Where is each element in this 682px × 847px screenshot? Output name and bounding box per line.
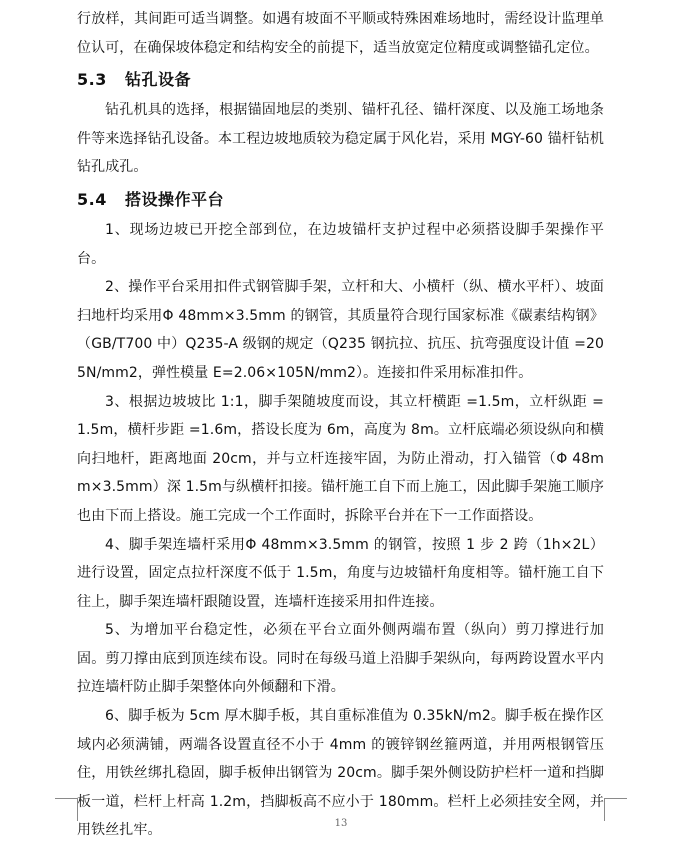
section-number: 5.3 — [77, 70, 107, 90]
section-heading-5-4 — [77, 182, 604, 216]
list-item: 6、脚手板为 5cm 厚木脚手板，其自重标准值为 0.35kN/m2。脚手板在操作区域内必须满铺，两端各设置直径不小于 4mm 的镀锌钢丝箍两道，并用两根钢管压住，用铁丝绑扎稳固，脚手板伸出钢管为 20cm。脚手架外侧设防护栏杆一道和挡脚板一道，栏杆上杆高 1.2m，挡脚板高不应小于 180mm。栏杆上必须挂安全网，并用铁丝扎牢。 — [77, 708, 604, 839]
section-number: 5.4 — [77, 189, 107, 209]
section-title: 钻孔设备 — [125, 70, 192, 90]
list-item: 5、为增加平台稳定性，必须在平台立面外侧两端布置（纵向）剪刀撑进行加固。剪刀撑由底到顶连续布设。同时在每级马道上沿脚手架纵向，每两跨设置水平内拉连墙杆防止脚手架整体向外倾翻和下滑。 — [77, 622, 604, 696]
list-item: 3、根据边坡坡比 1:1，脚手架随坡度而设，其立杆横距 =1.5m，立杆纵距 =1.5m，横杆步距 =1.6m，搭设长度为 6m，高度为 8m。立杆底端必须设纵向和横向扫地杆，距离地面 20cm，并与立杆连接牢固，为防止滑动，打入锚管（Φ 48mm×3.5mm）深 1.5m与纵横杆扣接。锚杆施工自下而上施工，因此脚手架施工顺序也由下而上搭设。施工完成一个工作面时，拆除平台并在下一工作面搭设。 — [77, 393, 604, 524]
document-body — [77, 5, 604, 845]
section-title: 搭设操作平台 — [125, 189, 225, 209]
list-item: 1、现场边坡已开挖全部到位，在边坡锚杆支护过程中必须搭设脚手架操作平台。 — [77, 221, 604, 267]
section-heading-5-3 — [77, 62, 604, 96]
paragraph-continued: 行放样，其间距可适当调整。如遇有坡面不平顺或特殊困难场地时，需经设计监理单位认可，在确保坡体稳定和结构安全的前提下，适当放宽定位精度或调整锚孔定位。 — [77, 11, 604, 56]
list-item: 2、操作平台采用扣件式钢管脚手架，立杆和大、小横杆（纵、横水平杆）、坡面扫地杆均采用Φ 48mm×3.5mm 的钢管，其质量符合现行国家标准《碳素结构钢》（GB/T700 中）Q235-A 级钢的规定（Q235 钢抗拉、抗压、抗弯强度设计值 =205N/mm2，弹性模量 E=2.06×105N/mm2）。连接扣件采用标准扣件。 — [77, 279, 604, 381]
paragraph-drilling-equipment: 钻孔机具的选择，根据锚固地层的类别、锚杆孔径、锚杆深度、以及施工场地条件等来选择钻孔设备。本工程边坡地质较为稳定属于风化岩，采用 MGY-60 锚杆钻机钻孔成孔。 — [77, 102, 604, 176]
page-number: 13 — [334, 818, 348, 829]
list-item: 4、脚手架连墙杆采用Φ 48mm×3.5mm 的钢管，按照 1 步 2 跨（1h×2L）进行设置，固定点拉杆深度不低于 1.5m，角度与边坡锚杆角度相等。锚杆施工自下往上，脚手架连墙杆跟随设置，连墙杆连接采用扣件连接。 — [77, 536, 604, 610]
